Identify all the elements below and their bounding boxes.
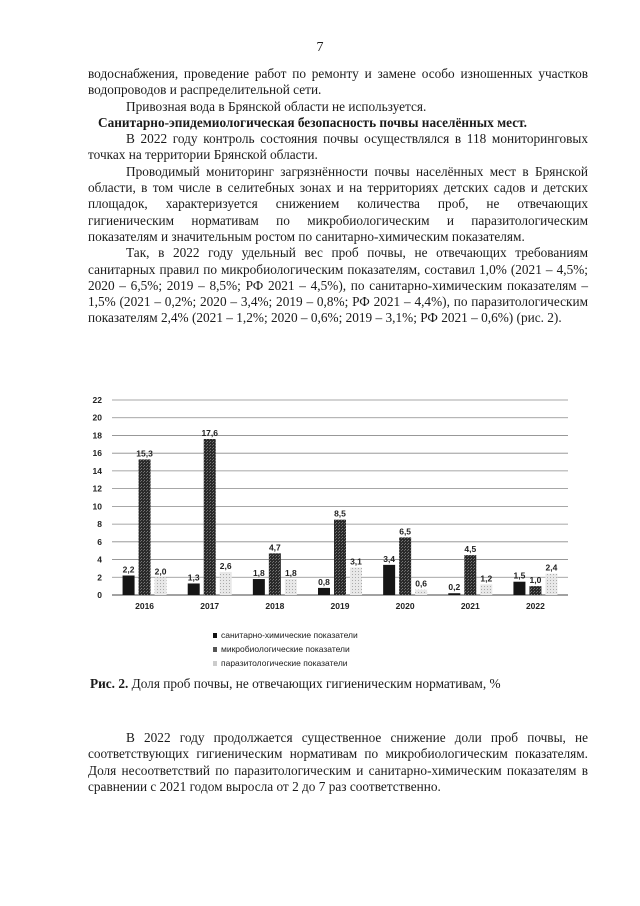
data-label: 1,3: [187, 572, 200, 583]
data-label: 0,6: [415, 578, 428, 589]
y-tick-label: 2: [97, 572, 102, 583]
bar: [529, 586, 541, 595]
bar: [204, 439, 216, 595]
data-label: 2,4: [545, 562, 558, 573]
legend-item: [213, 642, 358, 656]
body-text-bottom: [88, 730, 588, 795]
bar: [139, 459, 151, 595]
bar: [464, 555, 476, 595]
x-tick-label: 2020: [395, 601, 415, 611]
bar: [334, 520, 346, 595]
bar: [448, 593, 460, 595]
caption-label: Рис. 2.: [90, 676, 129, 691]
legend-label: санитарно-химические показатели: [221, 630, 358, 640]
bar: [318, 588, 330, 595]
x-tick-label: 2018: [265, 601, 285, 611]
data-label: 0,2: [448, 582, 461, 593]
bar: [285, 579, 297, 595]
caption-text: Доля проб почвы, не отвечающих гигиеническим нормативам, %: [131, 676, 501, 691]
data-label: 2,2: [122, 564, 135, 575]
x-tick-label: 2022: [525, 601, 545, 611]
paragraph: Так, в 2022 году удельный вес проб почвы, не отвечающих требованиям санитарных правил по микробиологическим показателям, составил 1,0% (2021 – 4,5%; 2020 – 6,5%; 2019 – 8,5%; РФ 2021 – 4,5%), по санитарно-химическим показателям – 1,5% (2021 – 0,2%; 2020 – 3,4%; 2019 – 0,8%; РФ 2021 – 4,4%), по паразитологическим показателям 2,4% (2021 – 1,2%; 2020 – 0,6%; 2019 – 3,1%; РФ 2021 – 0,6%) (рис. 2).: [88, 245, 588, 326]
section-heading: Санитарно-эпидемиологическая безопасность почвы населённых мест.: [98, 114, 527, 130]
bar: [545, 574, 557, 595]
y-tick-label: 22: [92, 395, 102, 405]
paragraph: В 2022 году продолжается существенное снижение доли проб почвы, не соответствующих гигиеническим нормативам по микробиологическим показателям. Доля несоответствий по паразитологическим и санитарно-химическим показателям в сравнении с 2021 годом выросла от 2 до 7 раз соответственно.: [88, 730, 588, 794]
y-tick-label: 0: [97, 590, 102, 600]
page-number: 7: [316, 40, 324, 55]
bar: [513, 582, 525, 595]
data-label: 2,0: [154, 566, 167, 577]
y-tick-label: 16: [92, 448, 102, 459]
data-label: 0,8: [318, 576, 330, 587]
x-tick-label: 2021: [460, 601, 480, 611]
data-label: 17,6: [201, 428, 218, 438]
legend-swatch: [213, 661, 217, 666]
bar: [350, 568, 362, 595]
data-label: 1,0: [529, 575, 542, 586]
x-tick-label: 2016: [135, 601, 155, 611]
bar: [188, 583, 200, 595]
paragraph: Привозная вода в Брянской области не используется.: [126, 98, 427, 114]
bar: [253, 579, 265, 595]
bar: [480, 584, 492, 595]
data-label: 15,3: [136, 448, 153, 459]
bar: [269, 553, 281, 595]
data-label: 4,5: [464, 544, 477, 555]
legend-item: [213, 628, 358, 642]
data-label: 6,5: [399, 526, 412, 537]
data-label: 3,1: [350, 556, 362, 567]
data-label: 1,2: [480, 573, 493, 584]
legend-swatch: [213, 633, 217, 638]
paragraph: водоснабжения, проведение работ по ремонту и замене особо изношенных участков водопроводов и распределительной сети.: [88, 66, 588, 98]
x-tick-label: 2019: [330, 601, 350, 611]
figure-caption: [90, 676, 501, 692]
data-label: 2,6: [219, 560, 232, 571]
x-tick-label: 2017: [200, 601, 220, 611]
bar: [415, 590, 427, 595]
y-tick-label: 10: [92, 501, 102, 512]
bar: [123, 576, 135, 596]
legend-swatch: [213, 647, 217, 652]
data-label: 8,5: [334, 508, 346, 519]
data-label: 1,8: [252, 568, 265, 579]
bar: [383, 565, 395, 595]
data-label: 4,7: [268, 542, 281, 553]
chart-legend: [213, 628, 358, 670]
data-label: 3,4: [383, 553, 396, 564]
legend-item: [213, 656, 358, 670]
y-tick-label: 6: [97, 536, 102, 547]
y-tick-label: 18: [92, 430, 102, 441]
paragraph: Проводимый мониторинг загрязнённости почвы населённых мест в Брянской области, в том числе в селитебных зонах и на территориях детских садов и детских площадок, характеризуется снижением количества проб, не отвечающих гигиеническим нормативам по микробиологическим и паразитологическим показателям и значительным ростом по санитарно-химическим показателям.: [88, 163, 588, 244]
legend-label: микробиологические показатели: [221, 644, 350, 654]
y-tick-label: 14: [92, 465, 102, 476]
bar: [155, 577, 167, 595]
y-tick-label: 20: [92, 412, 102, 423]
y-tick-label: 8: [97, 519, 102, 530]
paragraph: В 2022 году контроль состояния почвы осуществлялся в 118 мониторинговых точках на территории Брянской области.: [88, 131, 588, 163]
data-label: 1,8: [284, 568, 297, 579]
bar: [399, 537, 411, 595]
bar: [220, 572, 232, 595]
y-tick-label: 12: [92, 483, 102, 494]
legend-label: паразитологические показатели: [221, 658, 348, 668]
data-label: 1,5: [513, 570, 526, 581]
y-tick-label: 4: [97, 554, 102, 565]
